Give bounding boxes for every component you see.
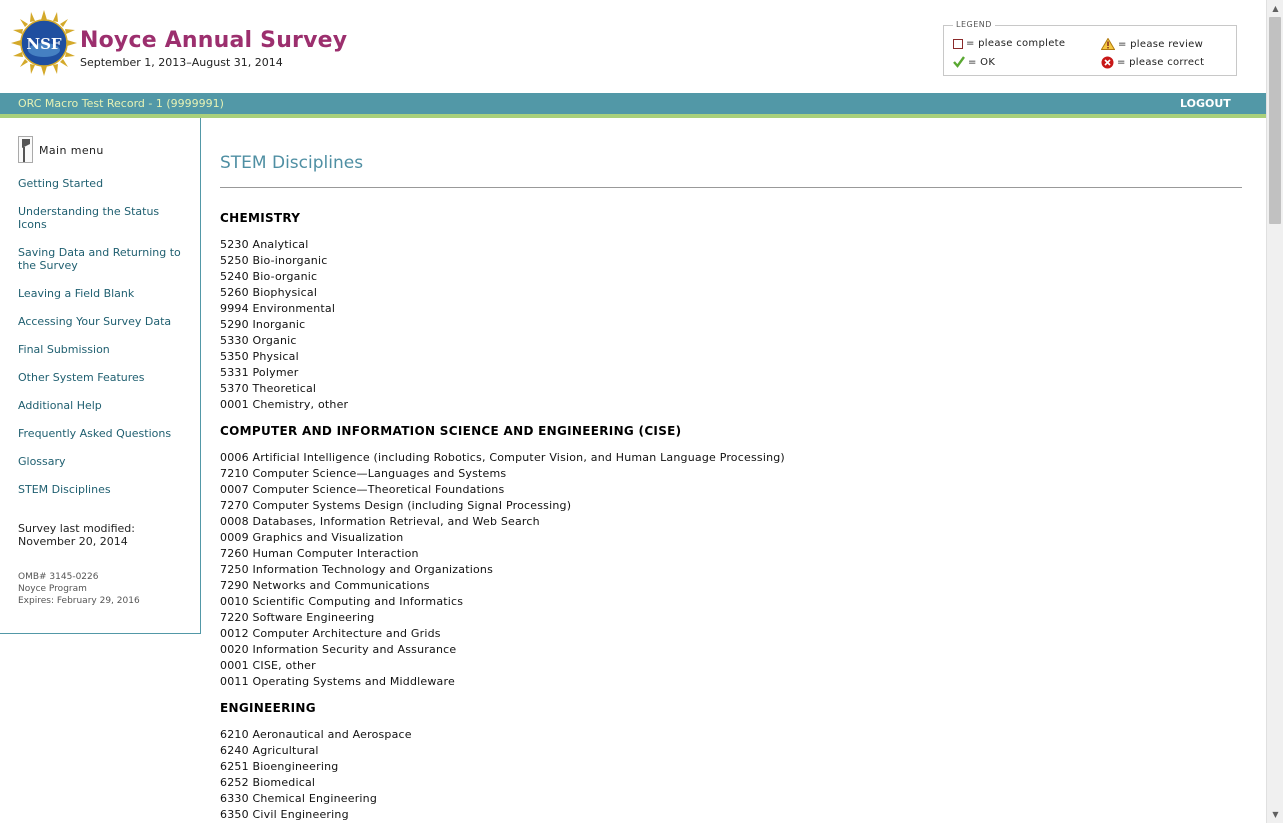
list-item: 6240 Agricultural — [220, 744, 319, 757]
list-item: 6350 Civil Engineering — [220, 808, 349, 821]
list-item: 7220 Software Engineering — [220, 611, 375, 624]
legend-complete-label: = please complete — [966, 38, 1066, 49]
list-item: 6210 Aeronautical and Aerospace — [220, 728, 412, 741]
page-title: STEM Disciplines — [220, 153, 364, 173]
legend-title: LEGEND — [953, 20, 995, 29]
list-item: 0010 Scientific Computing and Informatics — [220, 595, 464, 608]
scrollbar-thumb[interactable] — [1269, 17, 1281, 224]
logout-link[interactable]: LOGOUT — [1180, 97, 1231, 110]
back-arrow-icon — [18, 136, 33, 163]
sidebar-item-saving-data[interactable]: Saving Data and Returning to the Survey — [18, 246, 181, 272]
list-item: 7250 Information Technology and Organizations — [220, 563, 494, 576]
list-item: 5330 Organic — [220, 334, 297, 347]
list-item: 0008 Databases, Information Retrieval, and Web Search — [220, 515, 540, 528]
survey-title: Noyce Annual Survey — [80, 28, 348, 53]
checkmark-icon — [953, 56, 965, 68]
sidebar-item-getting-started[interactable]: Getting Started — [18, 177, 104, 190]
list-item: 7270 Computer Systems Design (including Signal Processing) — [220, 499, 572, 512]
list-item: 5331 Polymer — [220, 366, 299, 379]
svg-text:NSF: NSF — [26, 35, 62, 53]
scroll-up-icon[interactable]: ▲ — [1272, 4, 1279, 13]
sidebar-item-field-blank[interactable]: Leaving a Field Blank — [18, 287, 135, 300]
sidebar-item-stem-disciplines[interactable]: STEM Disciplines — [18, 483, 111, 496]
vertical-scrollbar[interactable] — [1266, 0, 1283, 823]
last-modified-label: Survey last modified: — [18, 522, 135, 535]
last-modified — [18, 522, 135, 548]
expiration-date: Expires: February 29, 2016 — [18, 596, 140, 606]
sidebar-item-glossary[interactable]: Glossary — [18, 455, 66, 468]
omb-number: OMB# 3145-0226 — [18, 572, 99, 582]
incomplete-box-icon — [953, 39, 963, 49]
list-item: 5370 Theoretical — [220, 382, 317, 395]
list-item: 0001 Chemistry, other — [220, 398, 349, 411]
survey-dates: September 1, 2013–August 31, 2014 — [80, 56, 283, 69]
last-modified-date: November 20, 2014 — [18, 535, 128, 548]
list-item: 7290 Networks and Communications — [220, 579, 430, 592]
list-item: 0007 Computer Science—Theoretical Foundations — [220, 483, 505, 496]
title-divider — [220, 187, 1242, 188]
section-heading-chemistry: CHEMISTRY — [220, 211, 301, 225]
sidebar-item-final-submission[interactable]: Final Submission — [18, 343, 110, 356]
legend-ok-label: = OK — [968, 56, 996, 68]
list-item: 0020 Information Security and Assurance — [220, 643, 457, 656]
list-item: 5290 Inorganic — [220, 318, 306, 331]
list-item: 0006 Artificial Intelligence (including Robotics, Computer Vision, and Human Language Processing) — [220, 451, 785, 464]
omb-info — [18, 571, 140, 607]
page-header — [0, 0, 1266, 93]
list-item: 5260 Biophysical — [220, 286, 318, 299]
sidebar-item-additional-help[interactable]: Additional Help — [18, 399, 102, 412]
sidebar-item-other-features[interactable]: Other System Features — [18, 371, 145, 384]
legend-box — [943, 20, 1237, 76]
list-item: 0001 CISE, other — [220, 659, 316, 672]
legend-correct — [1101, 56, 1204, 69]
legend-review — [1101, 38, 1203, 50]
legend-complete — [953, 38, 1065, 49]
list-item: 6252 Biomedical — [220, 776, 316, 789]
section-heading-engineering: ENGINEERING — [220, 701, 316, 715]
list-item: 5230 Analytical — [220, 238, 309, 251]
legend-review-label: = please review — [1118, 38, 1204, 50]
sidebar-item-status-icons[interactable]: Understanding the Status Icons — [18, 205, 160, 231]
list-item: 7260 Human Computer Interaction — [220, 547, 419, 560]
section-heading-cise: COMPUTER AND INFORMATION SCIENCE AND ENGINEERING (CISE) — [220, 424, 682, 438]
sidebar-item-faq[interactable]: Frequently Asked Questions — [18, 427, 172, 440]
error-icon — [1101, 56, 1114, 69]
legend-correct-label: = please correct — [1117, 57, 1205, 68]
main-menu-link[interactable] — [18, 136, 104, 163]
program-name: Noyce Program — [18, 584, 87, 594]
list-item: 0012 Computer Architecture and Grids — [220, 627, 441, 640]
list-item: 5240 Bio-organic — [220, 270, 318, 283]
nsf-logo — [11, 10, 77, 76]
record-label: ORC Macro Test Record - 1 (9999991) — [18, 97, 224, 110]
list-item: 6251 Bioengineering — [220, 760, 339, 773]
warning-icon — [1101, 38, 1115, 50]
list-item: 0009 Graphics and Visualization — [220, 531, 404, 544]
main-menu-label: Main menu — [39, 144, 104, 157]
list-item: 5350 Physical — [220, 350, 299, 363]
list-item: 5250 Bio-inorganic — [220, 254, 328, 267]
sidebar-item-accessing-data[interactable]: Accessing Your Survey Data — [18, 315, 172, 328]
list-item: 9994 Environmental — [220, 302, 336, 315]
list-item: 6330 Chemical Engineering — [220, 792, 378, 805]
list-item: 0011 Operating Systems and Middleware — [220, 675, 455, 688]
legend-ok — [953, 56, 995, 68]
scroll-down-icon[interactable]: ▼ — [1272, 810, 1279, 819]
list-item: 7210 Computer Science—Languages and Systems — [220, 467, 507, 480]
